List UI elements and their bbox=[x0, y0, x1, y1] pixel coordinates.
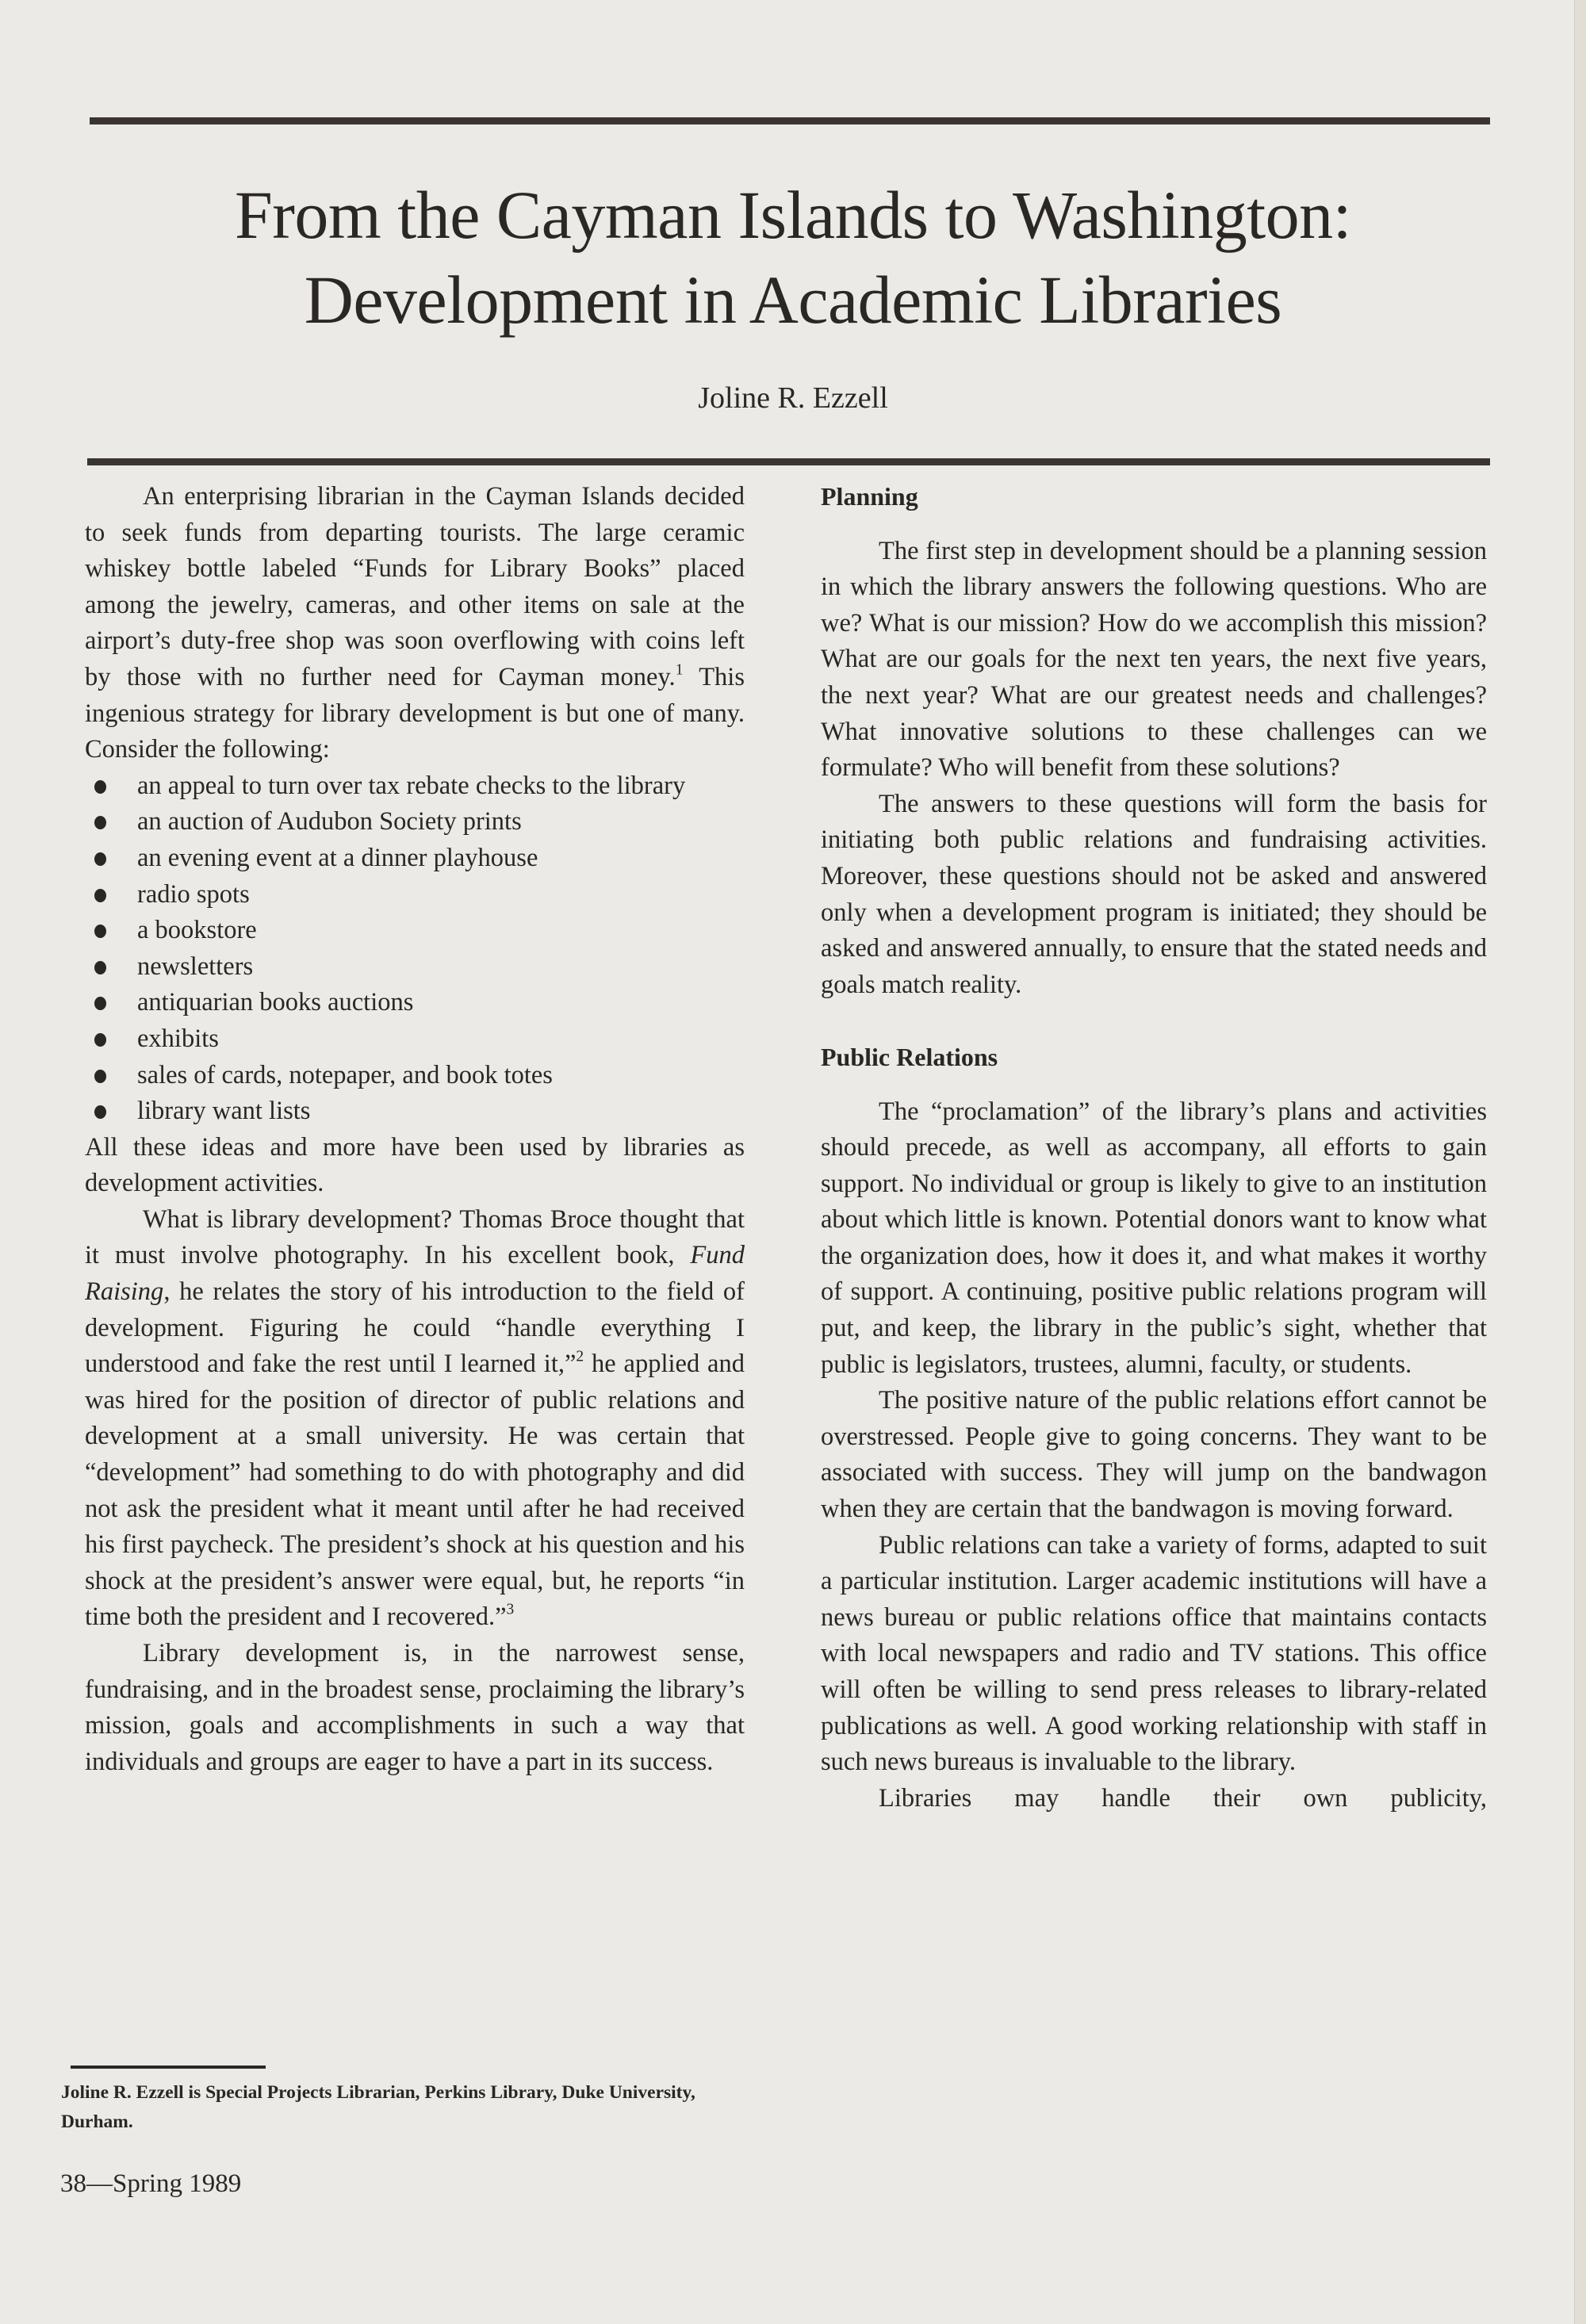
paragraph: Libraries may handle their own publicity, bbox=[879, 1783, 1487, 1813]
footnote-ref-2: 2 bbox=[576, 1348, 584, 1365]
article-title bbox=[79, 173, 1507, 343]
left-column bbox=[85, 479, 745, 1780]
list-item: newsletters bbox=[137, 949, 745, 986]
definition-paragraph: Library development is, in the narrowest sense, fundraising, and in the broadest sense, proclaiming the library’s mission, goals and accomplishments in such a way that individuals and groups are eager to have a part in its success. bbox=[85, 1639, 745, 1776]
after-list-paragraph: All these ideas and more have been used by libraries as development activities. bbox=[85, 1132, 745, 1198]
bullet-icon bbox=[94, 961, 106, 974]
title-bottom-rule bbox=[87, 458, 1490, 465]
list-item: antiquarian books auctions bbox=[137, 985, 745, 1021]
bullet-icon bbox=[94, 816, 106, 829]
title-top-rule bbox=[90, 117, 1490, 124]
footnote-rule bbox=[71, 2066, 266, 2069]
list-item: radio spots bbox=[137, 877, 745, 913]
paragraph: The positive nature of the public relations effort cannot be overstressed. People give to going concerns. They want to be associated with success. They will jump on the bandwagon when they are certain that the bandwagon is moving forward. bbox=[821, 1386, 1487, 1524]
paragraph: The “proclamation” of the library’s plans and activities should precede, as well as accompany, all efforts to gain support. No individual or group is likely to give to an institution about which little is known. Potential donors want to know what the organization does, how it does it, and what makes it worthy of support. A continuing, positive public relations program will put, and keep, the library in the public’s sight, whether that public is legislators, trustees, alumni, faculty, or students. bbox=[821, 1097, 1487, 1379]
bullet-icon bbox=[94, 889, 106, 902]
list-item: sales of cards, notepaper, and book totes bbox=[137, 1058, 745, 1094]
list-item: an appeal to turn over tax rebate checks to the library bbox=[137, 768, 745, 805]
development-activities-list bbox=[85, 768, 745, 1130]
title-line-2: Development in Academic Libraries bbox=[304, 262, 1282, 338]
footnote-ref-1: 1 bbox=[675, 661, 684, 679]
paragraph: Public relations can take a variety of forms, adapted to suit a particular institution. Larger academic institutions will have a news bureau or public relations office that maintains contacts with local newspapers and radio and TV stations. This office will often be willing to send press releases to library-related publications as well. A good working relationship with staff in such news bureaus is invaluable to the library. bbox=[821, 1530, 1487, 1777]
list-item: a bookstore bbox=[137, 913, 745, 949]
paragraph: The answers to these questions will form the basis for initiating both public relations and fundraising activities. Moreover, these questions should not be asked and answered only when a development program is initiated; they should be asked and answered annually, to ensure that the stated needs and goals match reality. bbox=[821, 789, 1487, 999]
list-item: exhibits bbox=[137, 1021, 745, 1058]
title-line-1: From the Cayman Islands to Washington: bbox=[234, 177, 1352, 253]
bullet-icon bbox=[94, 1033, 106, 1047]
bullet-icon bbox=[94, 925, 106, 938]
author-byline: Joline R. Ezzell bbox=[698, 381, 888, 415]
section-heading-planning: Planning bbox=[821, 482, 918, 511]
paragraph: The first step in development should be a planning session in which the library answers the following questions. Who are we? What is our mission? How do we accomplish this mission? What are our goals for the next ten years, the next five years, the next year? What are our greatest needs and challenges? What innovative solutions to these challenges can we formulate? Who will benefit from these solutions? bbox=[821, 536, 1487, 783]
book-title: Fund Raising bbox=[85, 1241, 745, 1307]
bullet-icon bbox=[94, 1070, 106, 1083]
section-heading-public-relations: Public Relations bbox=[821, 1042, 998, 1071]
right-column bbox=[821, 479, 1487, 1817]
author-bio-footnote: Joline R. Ezzell is Special Projects Librarian, Perkins Library, Duke University, Durham. bbox=[61, 2082, 695, 2132]
list-item: library want lists bbox=[137, 1093, 745, 1130]
page-edge bbox=[1574, 0, 1586, 2324]
bullet-icon bbox=[94, 852, 106, 866]
bullet-icon bbox=[94, 997, 106, 1010]
footnote-ref-3: 3 bbox=[506, 1601, 515, 1618]
page-folio: 38—Spring 1989 bbox=[60, 2169, 242, 2198]
broce-paragraph: What is library development? Thomas Broce thought that it must involve photography. In his excellent book, Fund Raising, he relates the story of his introduction to the field of development. Figuring he could “handle everything I understood and fake the rest until I learned it,”$^2$ he applied and was hired for the position of director of public relations and development at a small university. He was certain that “development” had something to do with photography and did not ask the president what it meant until after he had received his first paycheck. The president’s shock at his question and his shock at the president’s answer were equal, but, he reports “in time both the president and I recovered.”$^3$ bbox=[85, 1204, 745, 1632]
list-item: an evening event at a dinner playhouse bbox=[137, 840, 745, 877]
bullet-icon bbox=[94, 1105, 106, 1119]
intro-paragraph: An enterprising librarian in the Cayman Islands decided to seek funds from departing tourists. The large ceramic whiskey bottle labeled “Funds for Library Books” placed among the jewelry, cameras, and other items on sale at the airport’s duty-free shop was soon overflowing with coins left by those with no further need for Cayman money.$^1$ This ingenious strategy for library development is but one of many. Consider the following: bbox=[85, 482, 745, 764]
bullet-icon bbox=[94, 780, 106, 794]
list-item: an auction of Audubon Society prints bbox=[137, 804, 745, 840]
